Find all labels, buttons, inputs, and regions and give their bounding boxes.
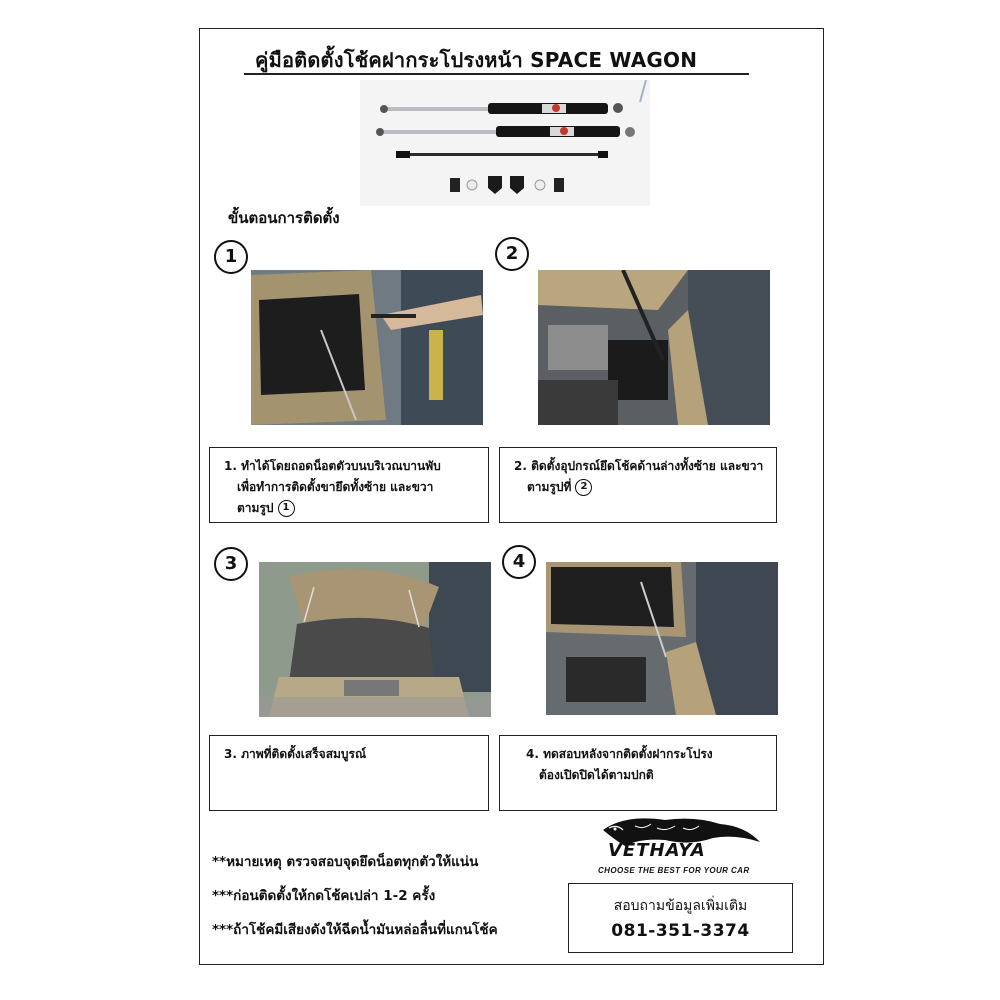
step-1-caption-line-2: เพื่อทำการติดตั้งขายึดทั้งซ้าย และขวา: [237, 480, 434, 494]
notes-block: [212, 845, 498, 947]
step-2-caption-line-2: ตามรูปที่: [527, 480, 572, 494]
brand-tagline: CHOOSE THE BEST FOR YOUR CAR: [598, 866, 750, 875]
product-parts-photo: [360, 80, 650, 206]
contact-label: สอบถามข้อมูลเพิ่มเติม: [613, 898, 748, 914]
brand-name: VETHAYA: [608, 840, 706, 861]
page-title: คู่มือติดตั้งโช้คฝากระโปรงหน้า SPACE WAGON: [255, 48, 698, 72]
step-2-ref-circle: 2: [575, 479, 592, 496]
step-3-number: 3: [214, 547, 248, 581]
step-2-caption-line-1: 2. ติดตั้งอุปกรณ์ยึดโช้คด้านล่างทั้งซ้าย และขวา: [514, 459, 764, 473]
step-1-photo: [251, 270, 483, 425]
step-1-number: 1: [214, 240, 248, 274]
step-3-caption: [209, 735, 489, 811]
step-4-caption-line-1: 4. ทดสอบหลังจากติดตั้งฝากระโปรง: [526, 747, 713, 761]
step-1-caption-line-3: ตามรูป: [237, 501, 274, 515]
step-4-number: 4: [502, 545, 536, 579]
title-underline: [244, 73, 749, 75]
step-1-caption-line-1: 1. ทำได้โดยถอดน็อตตัวบนบริเวณบานพับ: [224, 459, 441, 473]
step-3-caption-line-1: 3. ภาพที่ติดตั้งเสร็จสมบูรณ์: [224, 747, 367, 761]
step-2-photo: [538, 270, 770, 425]
step-4-photo: [546, 562, 778, 715]
note-3: ***ถ้าโช้คมีเสียงดังให้ฉีดน้ำมันหล่อลื่นที่แกนโช้ค: [212, 922, 498, 938]
note-1: **หมายเหตุ ตรวจสอบจุดยึดน็อตทุกตัวให้แน่น: [212, 854, 479, 870]
step-2-number: 2: [495, 237, 529, 271]
contact-box: [568, 883, 793, 953]
step-1-ref-circle: 1: [278, 500, 295, 517]
note-2: ***ก่อนติดตั้งให้กดโช้คเปล่า 1-2 ครั้ง: [212, 888, 436, 904]
step-4-caption-line-2: ต้องเปิดปิดได้ตามปกติ: [539, 768, 654, 782]
step-1-caption: [209, 447, 489, 523]
contact-phone[interactable]: 081-351-3374: [611, 921, 750, 941]
step-3-photo: [259, 562, 491, 717]
step-4-caption: [499, 735, 777, 811]
steps-heading: ขั้นตอนการติดตั้ง: [228, 209, 340, 227]
step-2-caption: [499, 447, 777, 523]
